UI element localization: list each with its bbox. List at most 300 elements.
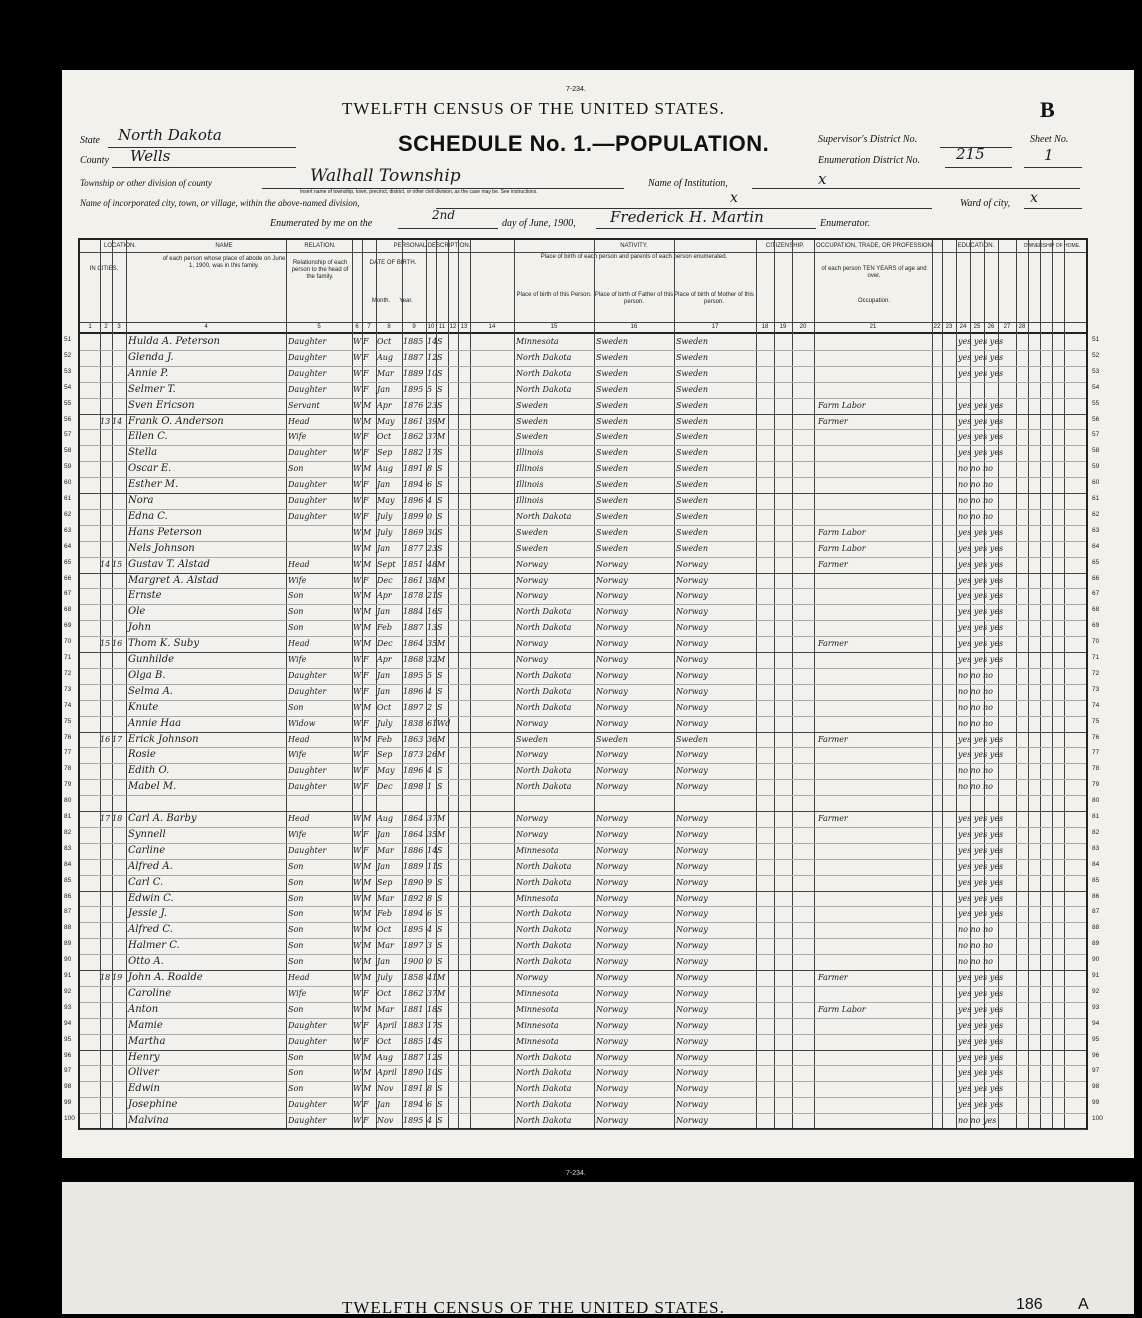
cell-ms: S [437,1036,443,1046]
cell-name: Olga B. [128,669,166,681]
cell-year: 1864 [403,814,424,823]
cell-ms: S [437,337,443,346]
cell-edu: yes yes yes [958,814,1004,823]
group-occupation: OCCUPATION, TRADE, OR PROFESSION [816,243,933,249]
cell-name: Hans Peterson [128,526,202,538]
cell-edu: no no no [958,686,993,696]
cell-mother: Sweden [676,352,709,362]
cell-ms: S [437,368,443,378]
cell-rel: Son [288,925,304,935]
birth-mother-note: Place of birth of Mother of this person. [674,292,754,305]
cell-ms: S [437,925,443,935]
cell-month: Feb [377,623,392,633]
cell-color: W [353,829,362,839]
cell-month: Jan [377,607,391,617]
cell-ms: S [437,861,443,871]
row-number: 79 [1092,781,1100,789]
cell-color: W [353,559,362,569]
row-number: 70 [1092,638,1100,646]
cell-sex: F [363,448,369,458]
cell-color: W [353,988,362,998]
sheet-no-value: 1 [1044,146,1054,164]
cell-edu: yes yes yes [958,337,1004,346]
cell-rel: Son [288,1004,304,1014]
cell-place: North Dakota [516,670,572,680]
row-number: 83 [64,844,72,852]
cell-age: 12 [427,1052,438,1062]
row-number: 97 [1092,1067,1100,1075]
cell-month: Mar [377,893,394,903]
cell-month: Feb [377,909,392,919]
cell-year: 1895 [403,384,424,394]
row-number: 93 [64,1003,72,1011]
cell-month: May [377,766,395,776]
cell-rel: Head [288,734,310,744]
cell-name: John [128,622,151,634]
cell-age: 0 [427,511,433,521]
cell-ms: S [437,1020,443,1030]
cell-age: 5 [427,670,433,680]
cell-mother: Norway [676,686,708,696]
cell-father: Norway [596,702,628,712]
cell-sex: M [363,607,372,617]
cell-month: April [377,1068,397,1078]
cell-ms: S [437,384,443,394]
cell-year: 1869 [403,527,424,537]
cell-ms: M [437,575,446,585]
cell-place: Norway [516,559,548,569]
column-number: 8 [387,324,391,330]
cell-color: W [353,766,362,776]
cell-mother: Sweden [676,464,709,474]
institution-value: x [818,170,827,188]
cell-rel: Daughter [288,496,327,505]
row-number: 57 [1092,431,1100,439]
cell-year: 1862 [403,988,424,998]
cell-ms: S [437,845,443,855]
cell-sex: F [363,432,369,442]
cell-color: W [353,1020,362,1030]
row-number: 89 [64,940,72,948]
cell-age: 8 [427,893,433,903]
cell-year: 1894 [403,480,424,490]
occupation-desc: of each person TEN YEARS of age and over. [821,266,927,279]
cell-year: 1889 [403,861,424,871]
cell-name: Josephine [128,1099,178,1111]
cell-sex: M [363,734,372,744]
form-code: 7-234. [566,86,586,93]
cell-rel: Daughter [288,1020,327,1030]
row-number: 71 [1092,654,1100,661]
row-number: 61 [64,495,72,502]
row-number: 52 [64,351,72,359]
cell-name: Otto A. [128,956,164,968]
row-number: 99 [1092,1099,1100,1107]
birth-note: DATE OF BIRTH. [369,260,417,266]
row-number: 57 [64,431,72,439]
cell-month: July [377,973,393,982]
cell-occ: Farmer [818,734,848,744]
cell-rel: Daughter [288,448,327,458]
column-number: 7 [367,324,371,330]
row-number: 88 [1092,924,1100,932]
cell-age: 8 [427,464,433,474]
cell-sex: M [363,1068,372,1078]
cell-place: Minnesota [516,893,559,903]
cell-sex: M [363,893,372,903]
cell-ms: S [437,782,443,792]
cell-year: 1868 [403,655,424,664]
group-citizenship: CITIZENSHIP. [765,243,805,249]
cell-father: Norway [596,559,628,569]
cell-ms: S [437,1052,443,1062]
cell-sex: F [363,1020,369,1030]
cell-year: 1873 [403,750,424,760]
cell-place: North Dakota [516,352,572,362]
cell-rel: Son [288,957,304,967]
cell-rel: Son [288,623,304,633]
cell-color: W [353,861,362,871]
cell-rel: Daughter [288,845,327,855]
cell-occ: Farm Labor [818,543,866,553]
cell-rel: Daughter [288,1116,327,1126]
cell-sex: F [363,670,369,680]
cell-father: Norway [596,1100,628,1110]
cell-sex: M [363,639,372,649]
nativity-desc: Place of birth of each person and parents of each person enumerated. [540,254,728,260]
row-number: 69 [1092,622,1100,630]
cell-ms: M [437,973,446,982]
cell-year: 1887 [403,623,424,633]
cell-month: Jan [377,670,391,680]
cell-month: Oct [377,925,392,935]
cell-year: 1877 [403,543,424,553]
cell-father: Sweden [596,496,629,505]
cell-color: W [353,670,362,680]
cell-age: 5 [427,384,433,394]
cell-mother: Norway [676,1084,708,1094]
cell-edu: yes yes yes [958,909,1004,919]
group-nativity: NATIVITY. [620,243,648,249]
cell-father: Norway [596,988,628,998]
cell-ms: M [437,559,446,569]
cell-mother: Norway [676,988,708,998]
cell-sex: M [363,591,372,601]
cell-sex: F [363,829,369,839]
cell-ms: S [437,543,443,553]
cell-edu: no no no [958,670,993,680]
cell-edu: yes yes yes [958,829,1004,839]
cell-father: Norway [596,845,628,855]
cell-dw: 15 [100,639,111,649]
enumeration-district-label: Enumeration District No. [818,155,920,166]
cell-ms: S [437,607,443,617]
cell-sex: F [363,655,369,664]
row-number: 62 [64,510,72,518]
cell-edu: no no yes [958,1116,997,1126]
cell-place: North Dakota [516,909,572,919]
row-number: 84 [64,860,72,868]
cell-edu: yes yes yes [958,543,1004,553]
cell-place: Illinois [516,480,544,490]
cell-color: W [353,893,362,903]
cell-month: Oct [377,988,392,998]
institution-label: Name of Institution, [648,178,728,189]
row-number: 93 [1092,1003,1100,1011]
cell-year: 1861 [403,416,424,426]
ward-label: Ward of city, [960,198,1011,209]
cell-father: Norway [596,766,628,776]
cell-name: John A. Roalde [128,972,203,983]
cell-ms: S [437,670,443,680]
cell-edu: yes yes yes [958,527,1004,537]
cell-color: W [353,1116,362,1126]
cell-rel: Head [288,814,310,823]
cell-rel: Daughter [288,352,327,362]
column-number: 25 [973,324,981,330]
cell-rel: Daughter [288,511,327,521]
row-number: 76 [64,733,72,741]
cell-place: Norway [516,591,548,601]
cell-year: 1896 [403,686,424,696]
row-number: 86 [1092,892,1100,900]
cell-year: 1895 [403,670,424,680]
cell-color: W [353,941,362,951]
cell-edu: yes yes yes [958,655,1004,664]
cell-mother: Norway [676,1116,708,1126]
cell-year: 1891 [403,1084,424,1094]
cell-fam: 17 [112,734,123,744]
row-number: 91 [64,972,72,979]
cell-color: W [353,750,362,760]
cell-ms: M [437,734,446,744]
cell-name: Thom K. Suby [128,638,199,650]
cell-year: 1887 [403,1052,424,1062]
cell-color: W [353,607,362,617]
cell-rel: Head [288,639,310,649]
cell-edu: yes yes yes [958,1052,1004,1062]
row-number: 96 [1092,1051,1100,1059]
cell-rel: Son [288,893,304,903]
row-number: 73 [1092,685,1100,693]
cell-fam: 19 [112,973,123,982]
cell-place: North Dakota [516,623,572,633]
row-number: 52 [1092,351,1100,359]
cell-month: Jan [377,957,391,967]
cell-age: 26 [427,750,438,760]
cell-mother: Norway [676,877,708,887]
cell-mother: Norway [676,1052,708,1062]
cell-place: Sweden [516,400,549,410]
row-number: 99 [64,1099,72,1107]
cell-sex: F [363,1036,369,1046]
cell-ms: S [437,877,443,887]
cell-color: W [353,655,362,664]
cell-name: Annie P. [128,367,169,379]
cell-rel: Son [288,1052,304,1062]
row-number: 54 [1092,383,1100,391]
cell-name: Oscar E. [128,463,172,475]
row-number: 59 [64,463,72,471]
cell-year: 1864 [403,829,424,839]
row-number: 97 [64,1067,72,1075]
cell-edu: yes yes yes [958,1020,1004,1030]
cell-mother: Norway [676,1004,708,1014]
cell-month: Apr [377,591,392,601]
cell-name: Anton [128,1003,159,1015]
cell-fam: 14 [112,416,123,426]
group-relation: RELATION. [304,243,336,249]
row-number: 77 [64,749,72,757]
cell-name: Henry [128,1051,160,1063]
cell-mother: Sweden [676,496,709,505]
cell-name: Nora [128,495,154,506]
cell-year: 1892 [403,893,424,903]
cell-mother: Sweden [676,416,709,426]
row-number: 95 [64,1035,72,1043]
cell-ms: S [437,1100,443,1110]
cell-ms: M [437,655,446,664]
cell-age: 3 [427,941,433,951]
population-table [78,238,1088,1130]
cell-edu: yes yes yes [958,607,1004,617]
cell-name: Martha [128,1035,166,1047]
cell-name: Margret A. Alstad [128,574,219,586]
cell-name: Selma A. [128,685,173,697]
cell-father: Norway [596,686,628,696]
cell-place: Minnesota [516,1020,559,1030]
column-number: 27 [1003,324,1011,330]
cell-sex: M [363,941,372,951]
cell-father: Norway [596,1084,628,1094]
cell-year: 1887 [403,352,424,362]
cell-mother: Norway [676,623,708,633]
cell-father: Sweden [596,527,629,537]
cell-mother: Norway [676,702,708,712]
cell-occ: Farm Labor [818,527,866,537]
cell-month: Sept [377,559,396,569]
cell-edu: yes yes yes [958,1100,1004,1110]
cell-name: Glenda J. [128,351,174,363]
cell-father: Norway [596,607,628,617]
cell-color: W [353,591,362,601]
cell-father: Norway [596,782,628,792]
state-label: State [80,135,100,146]
cell-name: Synnell [128,828,166,840]
cell-color: W [353,782,362,792]
row-number: 51 [64,336,72,343]
cell-color: W [353,575,362,585]
cell-color: W [353,973,362,982]
row-number: 63 [1092,526,1100,534]
row-number: 100 [1092,1115,1103,1123]
cell-place: Minnesota [516,1004,559,1014]
cell-mother: Sweden [676,432,709,442]
row-number: 71 [64,654,72,661]
cell-edu: yes yes yes [958,1004,1004,1014]
cell-name: Selmer T. [128,383,176,395]
cell-mother: Norway [676,909,708,919]
cell-mother: Norway [676,1020,708,1030]
cell-sex: F [363,718,369,728]
cell-month: Oct [377,337,392,346]
cell-ms: S [437,496,443,505]
cell-age: 35 [427,639,438,649]
cell-sex: F [363,337,369,346]
column-number: 23 [945,324,953,330]
cell-month: Nov [377,1084,394,1094]
cell-rel: Wife [288,829,307,839]
cell-ms: M [437,639,446,649]
cell-color: W [353,496,362,505]
row-number: 95 [1092,1035,1100,1043]
row-number: 92 [64,987,72,995]
cell-month: Oct [377,432,392,442]
cell-age: 16 [427,607,438,617]
row-number: 82 [1092,828,1100,836]
cell-edu: yes yes yes [958,1036,1004,1046]
cell-year: 1894 [403,1100,424,1110]
row-number: 61 [1092,495,1100,502]
cell-place: Minnesota [516,1036,559,1046]
cell-age: 10 [427,368,438,378]
cell-rel: Wife [288,655,307,664]
cell-mother: Norway [676,670,708,680]
row-number: 89 [1092,940,1100,948]
cell-color: W [353,734,362,744]
cell-rel: Head [288,416,310,426]
cell-occ: Farm Labor [818,1004,866,1014]
cell-name: Esther M. [128,479,179,491]
cell-edu: yes yes yes [958,973,1004,982]
cell-place: Illinois [516,496,544,505]
cell-father: Norway [596,957,628,967]
cell-occ: Farmer [818,559,848,569]
cell-mother: Norway [676,718,708,728]
cell-father: Sweden [596,416,629,426]
cell-sex: F [363,766,369,776]
cell-year: 1864 [403,639,424,649]
row-number: 64 [64,542,72,550]
row-number: 98 [64,1083,72,1091]
group-education: EDUCATION. [957,243,995,249]
cell-age: 37 [427,432,438,442]
cell-month: Mar [377,845,394,855]
row-number: 66 [1092,574,1100,582]
cell-age: 8 [427,1084,433,1094]
row-number: 53 [64,367,72,375]
cell-year: 1885 [403,1036,424,1046]
row-number: 91 [1092,972,1100,979]
row-number: 81 [1092,813,1100,820]
cell-ms: M [437,988,446,998]
cell-place: North Dakota [516,1068,572,1078]
row-number: 90 [64,956,72,964]
cell-age: 36 [427,734,438,744]
cell-ms: S [437,686,443,696]
cell-edu: yes yes yes [958,591,1004,601]
cell-father: Sweden [596,337,629,346]
cell-sex: F [363,368,369,378]
birth-person-note: Place of birth of this Person. [516,292,592,298]
cell-edu: yes yes yes [958,988,1004,998]
group-personal: PERSONAL DESCRIPTION. [393,243,471,249]
cell-age: 39 [427,416,438,426]
row-number: 56 [1092,415,1100,423]
row-number: 58 [64,447,72,455]
cell-mother: Sweden [676,368,709,378]
cell-rel: Wife [288,988,307,998]
